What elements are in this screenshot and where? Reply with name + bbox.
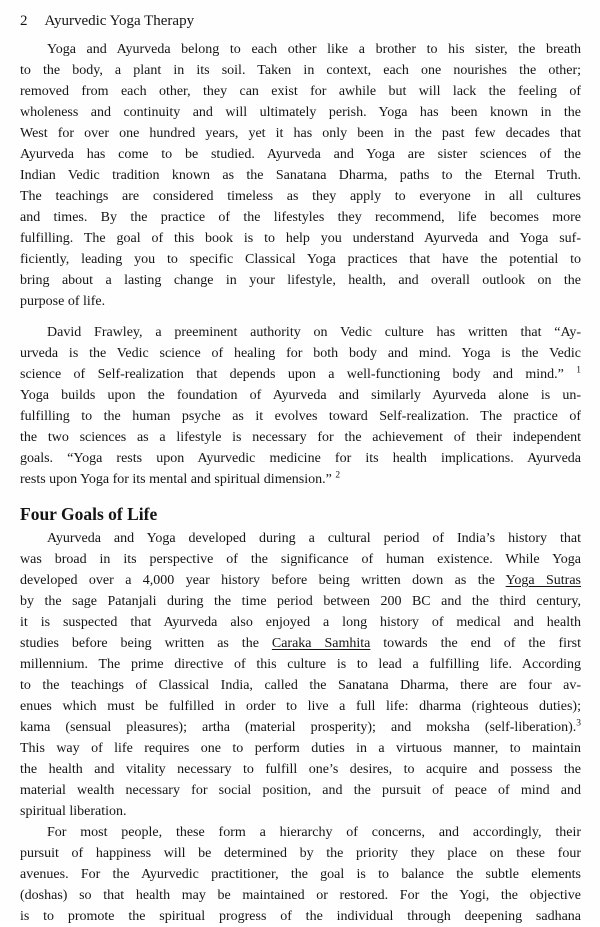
text-segment: fulfilling to the human psyche as it evolves toward Self-realization. The practice of [20, 409, 581, 424]
text-line [20, 549, 581, 570]
text-segment: and times. By the practice of the lifestyles they recommend, life becomes more [20, 210, 581, 225]
text-line [20, 102, 581, 123]
footnote-ref: 3 [576, 718, 581, 729]
text-segment: Yoga and Ayurveda belong to each other like a brother to his sister, the breath [47, 42, 581, 57]
text-segment: the health and vitality necessary to fulfill one’s desires, to acquire and possess the [20, 762, 581, 777]
text-line [20, 322, 581, 343]
text-line [20, 186, 581, 207]
text-line [20, 570, 581, 591]
text-line [20, 60, 581, 81]
text-line [20, 906, 581, 927]
text-segment: the two sciences as a lifestyle is necessary for the achievement of their independent [20, 430, 581, 445]
text-segment: millennium. The prime directive of this culture is to lead a fulfilling life. According [20, 657, 581, 672]
text-line [20, 591, 581, 612]
text-segment: This way of life requires one to perform duties in a virtuous manner, to maintain [20, 741, 581, 756]
text-line [20, 780, 581, 801]
text-segment: science of Self-realization that depends upon a well-functioning body and mind.” [20, 367, 577, 382]
footnote-ref: 1 [576, 365, 581, 376]
running-header [20, 12, 581, 30]
text-segment: Yoga Sutras [505, 573, 581, 588]
paragraph [20, 39, 581, 312]
text-line [20, 207, 581, 228]
section-heading: Four Goals of Life [20, 504, 158, 524]
page-content [20, 39, 581, 927]
text-line [20, 343, 581, 364]
text-segment: Ayurveda and Yoga developed during a cultural period of India’s history that [47, 531, 581, 546]
text-segment: by the sage Patanjali during the time period between 200 BC and the third century, [20, 594, 581, 609]
text-line [20, 123, 581, 144]
text-line [20, 885, 581, 906]
text-segment: towards the end of the first [370, 636, 581, 651]
text-line [20, 801, 581, 822]
text-segment: removed from each other, they can exist for awhile but will lack the feeling of [20, 84, 581, 99]
text-line [20, 448, 581, 469]
text-line [20, 822, 581, 843]
text-line [20, 81, 581, 102]
text-segment: kama (sensual pleasures); artha (material prosperity); and moksha (self-liberation). [20, 720, 577, 735]
text-line [20, 654, 581, 675]
text-line [20, 165, 581, 186]
text-segment: urveda is the Vedic science of healing for both body and mind. Yoga is the Vedic [20, 346, 581, 361]
text-segment: avenues. For the Ayurvedic practitioner, the goal is to balance the subtle elements [20, 867, 581, 882]
page-number: 2 [20, 13, 28, 29]
text-segment: developed over a 4,000 year history before being written down as the [20, 573, 506, 588]
text-segment: Indian Vedic tradition known as the Sanatana Dharma, paths to the Eternal Truth. [20, 168, 581, 183]
text-line [20, 228, 581, 249]
text-line [20, 144, 581, 165]
text-line [20, 696, 581, 717]
text-line [20, 759, 581, 780]
text-line [20, 612, 581, 633]
text-segment: to the body, a plant in its soil. Taken in context, each one nourishes the other; [20, 63, 581, 78]
text-segment: Caraka Samhita [271, 636, 371, 651]
running-title: Ayurvedic Yoga Therapy [44, 13, 195, 29]
text-line [20, 633, 581, 654]
text-line [20, 249, 581, 270]
text-segment: Ayurveda has come to be studied. Ayurveda and Yoga are sister sciences of the [20, 147, 581, 162]
text-line [20, 427, 581, 448]
text-segment: (doshas) so that health may be maintained or restored. For the Yogi, the objective [20, 888, 581, 903]
text-line [20, 528, 581, 549]
text-line [20, 675, 581, 696]
text-line [20, 364, 581, 385]
text-segment: For most people, these form a hierarchy of concerns, and accordingly, their [47, 825, 581, 840]
text-segment: material wealth necessary for social position, and the pursuit of peace of mind and [20, 783, 581, 798]
text-segment: purpose of life. [20, 294, 106, 309]
text-segment: studies before being written as the [20, 636, 272, 651]
text-segment: pursuit of happiness will be determined by the priority they place on these four [20, 846, 581, 861]
text-segment: bring about a lasting change in your lifestyle, health, and overall outlook on the [20, 273, 581, 288]
text-segment: Yoga builds upon the foundation of Ayurveda and similarly Ayurveda alone is un- [20, 388, 581, 403]
text-line [20, 469, 581, 490]
paragraph [20, 822, 581, 927]
text-segment: David Frawley, a preeminent authority on Vedic culture has written that “Ay- [47, 325, 581, 340]
text-line [20, 738, 581, 759]
text-segment: ficiently, leading you to specific Classical Yoga practices that have the potential to [20, 252, 581, 267]
text-segment: it is suspected that Ayurveda also enjoyed a long history of medical and health [20, 615, 581, 630]
text-line [20, 843, 581, 864]
text-segment: was broad in its perspective of the significance of human existence. While Yoga [20, 552, 581, 567]
text-line [20, 270, 581, 291]
text-line [20, 385, 581, 406]
text-segment: spiritual liberation. [20, 804, 127, 819]
text-segment: fulfilling. The goal of this book is to help you understand Ayurveda and Yoga suf- [20, 231, 581, 246]
paragraph [20, 528, 581, 822]
text-segment: to the teachings of Classical India, called the Sanatana Dharma, there are four av- [20, 678, 581, 693]
text-line [20, 291, 581, 312]
text-segment: The teachings are considered timeless as they apply to everyone in all cultures [20, 189, 581, 204]
text-line [20, 406, 581, 427]
text-segment: goals. “Yoga rests upon Ayurvedic medicine for its health implications. Ayurveda [20, 451, 581, 466]
text-line [20, 717, 581, 738]
text-segment: is to promote the spiritual progress of the individual through deepening sadhana [20, 909, 581, 924]
text-line [20, 39, 581, 60]
text-line [20, 864, 581, 885]
text-segment: West for over one hundred years, yet it has only been in the past few decades that [20, 126, 581, 141]
text-segment: wholeness and continuity and will ultimately perish. Yoga has been known in the [20, 105, 581, 120]
paragraph [20, 322, 581, 490]
text-segment: rests upon Yoga for its mental and spiritual dimension.” [20, 472, 336, 487]
text-segment: enues which must be fulfilled in order to live a full life: dharma (righteous duties); [20, 699, 581, 714]
footnote-ref: 2 [335, 470, 341, 481]
